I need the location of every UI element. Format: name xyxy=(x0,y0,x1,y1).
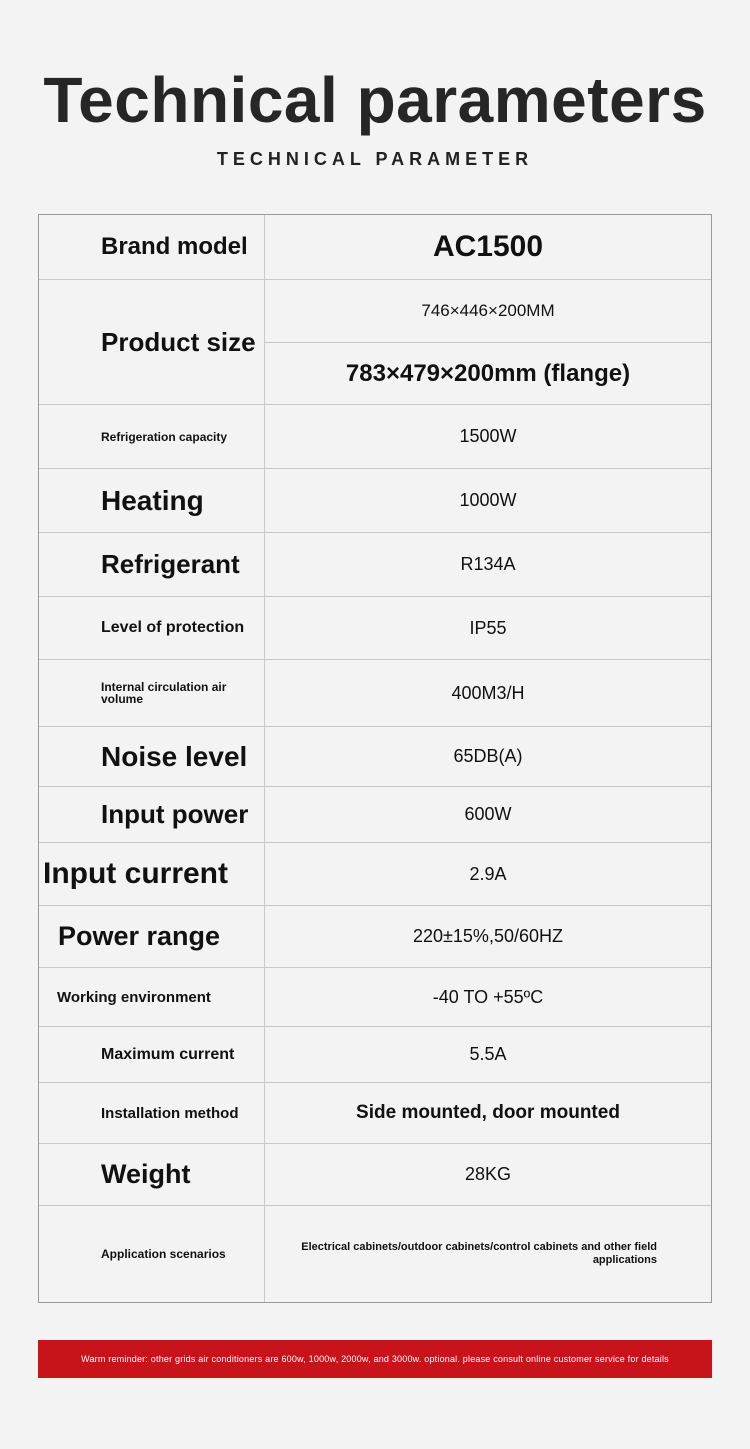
row-label: Heating xyxy=(101,484,204,516)
row-value-flange: 783×479×200mm (flange) xyxy=(345,360,631,387)
row-value: IP55 xyxy=(469,617,507,638)
row-value: 220±15%,50/60HZ xyxy=(413,926,563,946)
row-value: 2.9A xyxy=(469,863,507,884)
row-label: Power range xyxy=(58,921,221,951)
row-label: Level of protection xyxy=(101,619,245,636)
warning-banner: Warm reminder: other grids air conditioners are 600w, 1000w, 2000w, and 3000w. optional. please consult online customer service for details xyxy=(38,1340,712,1378)
table-row-refrigerant xyxy=(39,533,711,597)
row-value: 28KG xyxy=(464,1164,512,1184)
row-value: -40 TO +55ºC xyxy=(432,986,544,1007)
row-label: Refrigeration capacity xyxy=(101,429,228,444)
table-row-max-current xyxy=(39,1027,711,1083)
row-value: 400M3/H xyxy=(451,682,525,703)
row-label: Working environment xyxy=(57,988,211,1006)
table-row-installation xyxy=(39,1083,711,1144)
table-row-air-volume xyxy=(39,660,711,727)
page-subtitle: TECHNICAL PARAMETER xyxy=(216,149,534,169)
page-title: Technical parameters xyxy=(43,64,707,136)
table-row-weight xyxy=(39,1144,711,1206)
row-value: 600W xyxy=(464,804,512,824)
table-row-refrigeration-capacity xyxy=(39,405,711,469)
table-row-input-current xyxy=(39,843,711,906)
row-label: Refrigerant xyxy=(101,549,240,579)
table-row-heating xyxy=(39,469,711,533)
row-value: AC1500 xyxy=(432,230,544,263)
row-label: Input power xyxy=(101,799,249,829)
table-row-environment xyxy=(39,968,711,1027)
row-label: Maximum current xyxy=(101,1045,235,1063)
row-value: 1000W xyxy=(459,490,517,510)
row-value: 1500W xyxy=(459,426,517,446)
row-label: Noise level xyxy=(101,740,248,772)
table-row-application xyxy=(39,1206,711,1302)
spec-table xyxy=(38,214,712,1303)
table-row-power-range xyxy=(39,906,711,968)
row-value: 5.5A xyxy=(469,1044,507,1064)
row-label: Brand model xyxy=(101,233,248,260)
table-row-protection xyxy=(39,597,711,660)
table-row-noise xyxy=(39,727,711,787)
row-label: Product size xyxy=(101,326,256,357)
row-value: 65DB(A) xyxy=(453,746,523,766)
row-label: Input current xyxy=(43,857,228,890)
row-value: Electrical cabinets/outdoor cabinets/control cabinets and other field applications xyxy=(301,1241,657,1266)
row-label: Application scenarios xyxy=(101,1247,226,1261)
table-row-input-power xyxy=(39,787,711,843)
row-value: R134A xyxy=(460,554,516,574)
row-value: Side mounted, door mounted xyxy=(356,1102,620,1123)
row-label: Installation method xyxy=(101,1104,239,1122)
row-label: Weight xyxy=(101,1159,191,1189)
table-row-product-size xyxy=(39,280,711,405)
table-row-brand-model xyxy=(39,215,711,280)
row-label: Internal circulation air volume xyxy=(101,680,227,706)
row-value-dimensions: 746×446×200MM xyxy=(421,301,555,320)
